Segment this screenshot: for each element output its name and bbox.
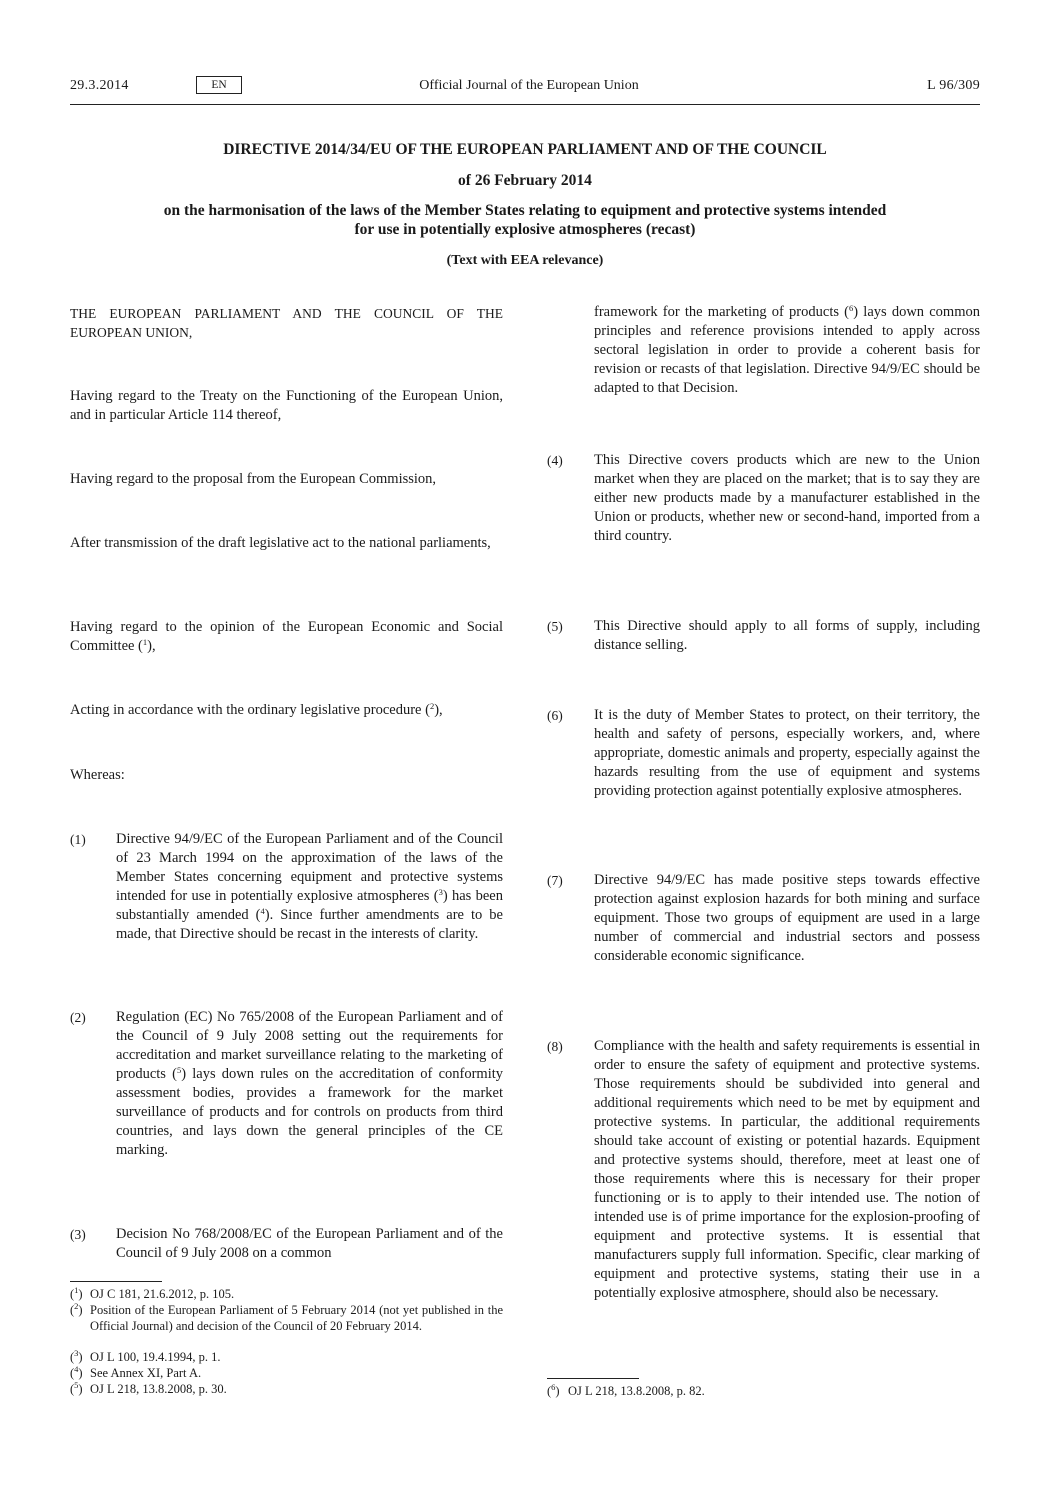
footnote-ref-4[interactable]: 4 bbox=[260, 906, 265, 916]
parties-heading: THE EUROPEAN PARLIAMENT AND THE COUNCIL OF THE EUROPEAN UNION, bbox=[70, 306, 503, 340]
footnote-3: OJ L 100, 19.4.1994, p. 1. bbox=[90, 1350, 221, 1364]
recital-number: (5) bbox=[547, 619, 563, 634]
footnote-marker: ($^4$) bbox=[70, 1364, 83, 1380]
citation-ecosoc: Having regard to the opinion of the European Economic and Social Committee ($^1$), bbox=[70, 619, 503, 654]
footnote-marker: ($^5$) bbox=[70, 1380, 83, 1396]
journal-title: Official Journal of the European Union bbox=[419, 78, 639, 93]
recital-number: (7) bbox=[547, 873, 563, 888]
recital-number: (2) bbox=[70, 1010, 86, 1025]
whereas-label: Whereas: bbox=[70, 767, 125, 783]
recital-number: (3) bbox=[70, 1227, 86, 1242]
footnote-2: Position of the European Parliament of 5 February 2014 (not yet published in the Official Journal) and decision of the Council of 20 February 2014. bbox=[90, 1303, 503, 1333]
header-divider bbox=[70, 104, 980, 105]
footnote-1: OJ C 181, 21.6.2012, p. 105. bbox=[90, 1287, 235, 1301]
citation-proposal: Having regard to the proposal from the European Commission, bbox=[70, 471, 437, 487]
footnote-marker: ($^2$) bbox=[70, 1301, 83, 1317]
recital-3-text-continued: framework for the marketing of products ($^6$) lays down common principles and reference provisions intended to apply across sectoral legislation in order to provide a coherent basis for revision or recasts of that legislation. Directive 94/9/EC should be adapted to that Decision. bbox=[594, 303, 980, 396]
recital-2-text: Regulation (EC) No 765/2008 of the European Parliament and of the Council of 9 July 2008 setting out the requirements for accreditation and market surveillance relating to the marketing of products ($^5$) lays down rules on the accreditation of conformity assessment bodies, provides a framework for the market surveillance of products and for controls on products from third countries, and lays down the general principles of the CE marking. bbox=[116, 1009, 504, 1158]
language-badge: EN bbox=[196, 76, 242, 94]
footnote-5: OJ L 218, 13.8.2008, p. 30. bbox=[90, 1382, 227, 1396]
recital-number: (6) bbox=[547, 708, 563, 723]
recital-4-text: This Directive covers products which are new to the Union market when they are placed on the market; that is to say they are either new products made by a manufacturer established in the Union or products, whether new or second-hand, imported from a third country. bbox=[594, 452, 980, 544]
recital-6-text: It is the duty of Member States to protect, on their territory, the health and safety of persons, especially workers, and, where appropriate, domestic animals and property, especially against the hazards resulting from the use of equipment and systems providing protection against potentially explosive atmospheres. bbox=[594, 707, 980, 799]
footnote-marker: ($^3$) bbox=[70, 1348, 83, 1364]
footnote-divider bbox=[70, 1281, 162, 1282]
footnote-6: OJ L 218, 13.8.2008, p. 82. bbox=[568, 1384, 705, 1398]
recital-number: (4) bbox=[547, 453, 563, 468]
footnote-marker: ($^6$) bbox=[547, 1382, 560, 1398]
eea-relevance: (Text with EEA relevance) bbox=[446, 253, 604, 268]
footnote-ref-3[interactable]: 3 bbox=[438, 887, 443, 897]
citation-procedure: Acting in accordance with the ordinary legislative procedure ($^2$), bbox=[70, 701, 443, 718]
recital-number: (8) bbox=[547, 1039, 563, 1054]
footnote-ref-1[interactable]: 1 bbox=[142, 637, 148, 647]
citation-transmission: After transmission of the draft legislative act to the national parliaments, bbox=[70, 535, 491, 551]
recital-number: (1) bbox=[70, 832, 86, 847]
recital-8-text: Compliance with the health and safety requirements is essential in order to ensure the safety of equipment and protective systems. Those requirements should be subdivided into general and additional requirements which need to be met by equipment and protective systems. In particular, the additional requirements should take account of existing or potential hazards. Equipment and protective systems should, therefore, meet at least one of those requirements where this is necessary for their proper functioning or is to apply to their intended use. The notion of intended use is of prime importance for the explosion-proofing of equipment and protective systems. It is essential that manufacturers supply full information. Specific, clear marking of equipment and protective systems, stating their use in a potentially explosive atmosphere, should also be necessary. bbox=[594, 1038, 980, 1301]
header-date: 29.3.2014 bbox=[70, 78, 129, 93]
citation-treaty: Having regard to the Treaty on the Functioning of the European Union, and in particular Article 114 thereof, bbox=[70, 388, 503, 423]
directive-date: of 26 February 2014 bbox=[458, 172, 592, 189]
recital-5-text: This Directive should apply to all forms of supply, including distance selling. bbox=[594, 618, 980, 653]
footnote-ref-2[interactable]: 2 bbox=[429, 701, 435, 711]
directive-subject: on the harmonisation of the laws of the Member States relating to equipment and protective systems intended for use in potentially explosive atmospheres (recast) bbox=[163, 202, 887, 238]
footnote-marker: ($^1$) bbox=[70, 1285, 83, 1301]
recital-3-text-start: Decision No 768/2008/EC of the European Parliament and of the Council of 9 July 2008 on a common bbox=[116, 1226, 503, 1261]
footnote-ref-6[interactable]: 6 bbox=[849, 303, 854, 313]
footnote-4: See Annex XI, Part A. bbox=[90, 1366, 202, 1380]
recital-1-text: Directive 94/9/EC of the European Parliament and of the Council of 23 March 1994 on the approximation of the laws of the Member States concerning equipment and protective systems intended for use in potentially explosive atmospheres ($^3$) has been substantially amended ($^4$). Since further amendments are to be made, that Directive should be recast in the interests of clarity. bbox=[116, 831, 503, 942]
directive-title: DIRECTIVE 2014/34/EU OF THE EUROPEAN PARLIAMENT AND OF THE COUNCIL bbox=[223, 141, 827, 158]
recital-7-text: Directive 94/9/EC has made positive steps towards effective protection against explosion hazards for both mining and surface equipment. Those two groups of equipment are used in a large number of commercial and industrial sectors and possess considerable economic significance. bbox=[594, 872, 980, 964]
footnote-divider bbox=[547, 1378, 639, 1379]
footnote-ref-5[interactable]: 5 bbox=[176, 1065, 182, 1075]
page-number: L 96/309 bbox=[927, 78, 980, 93]
